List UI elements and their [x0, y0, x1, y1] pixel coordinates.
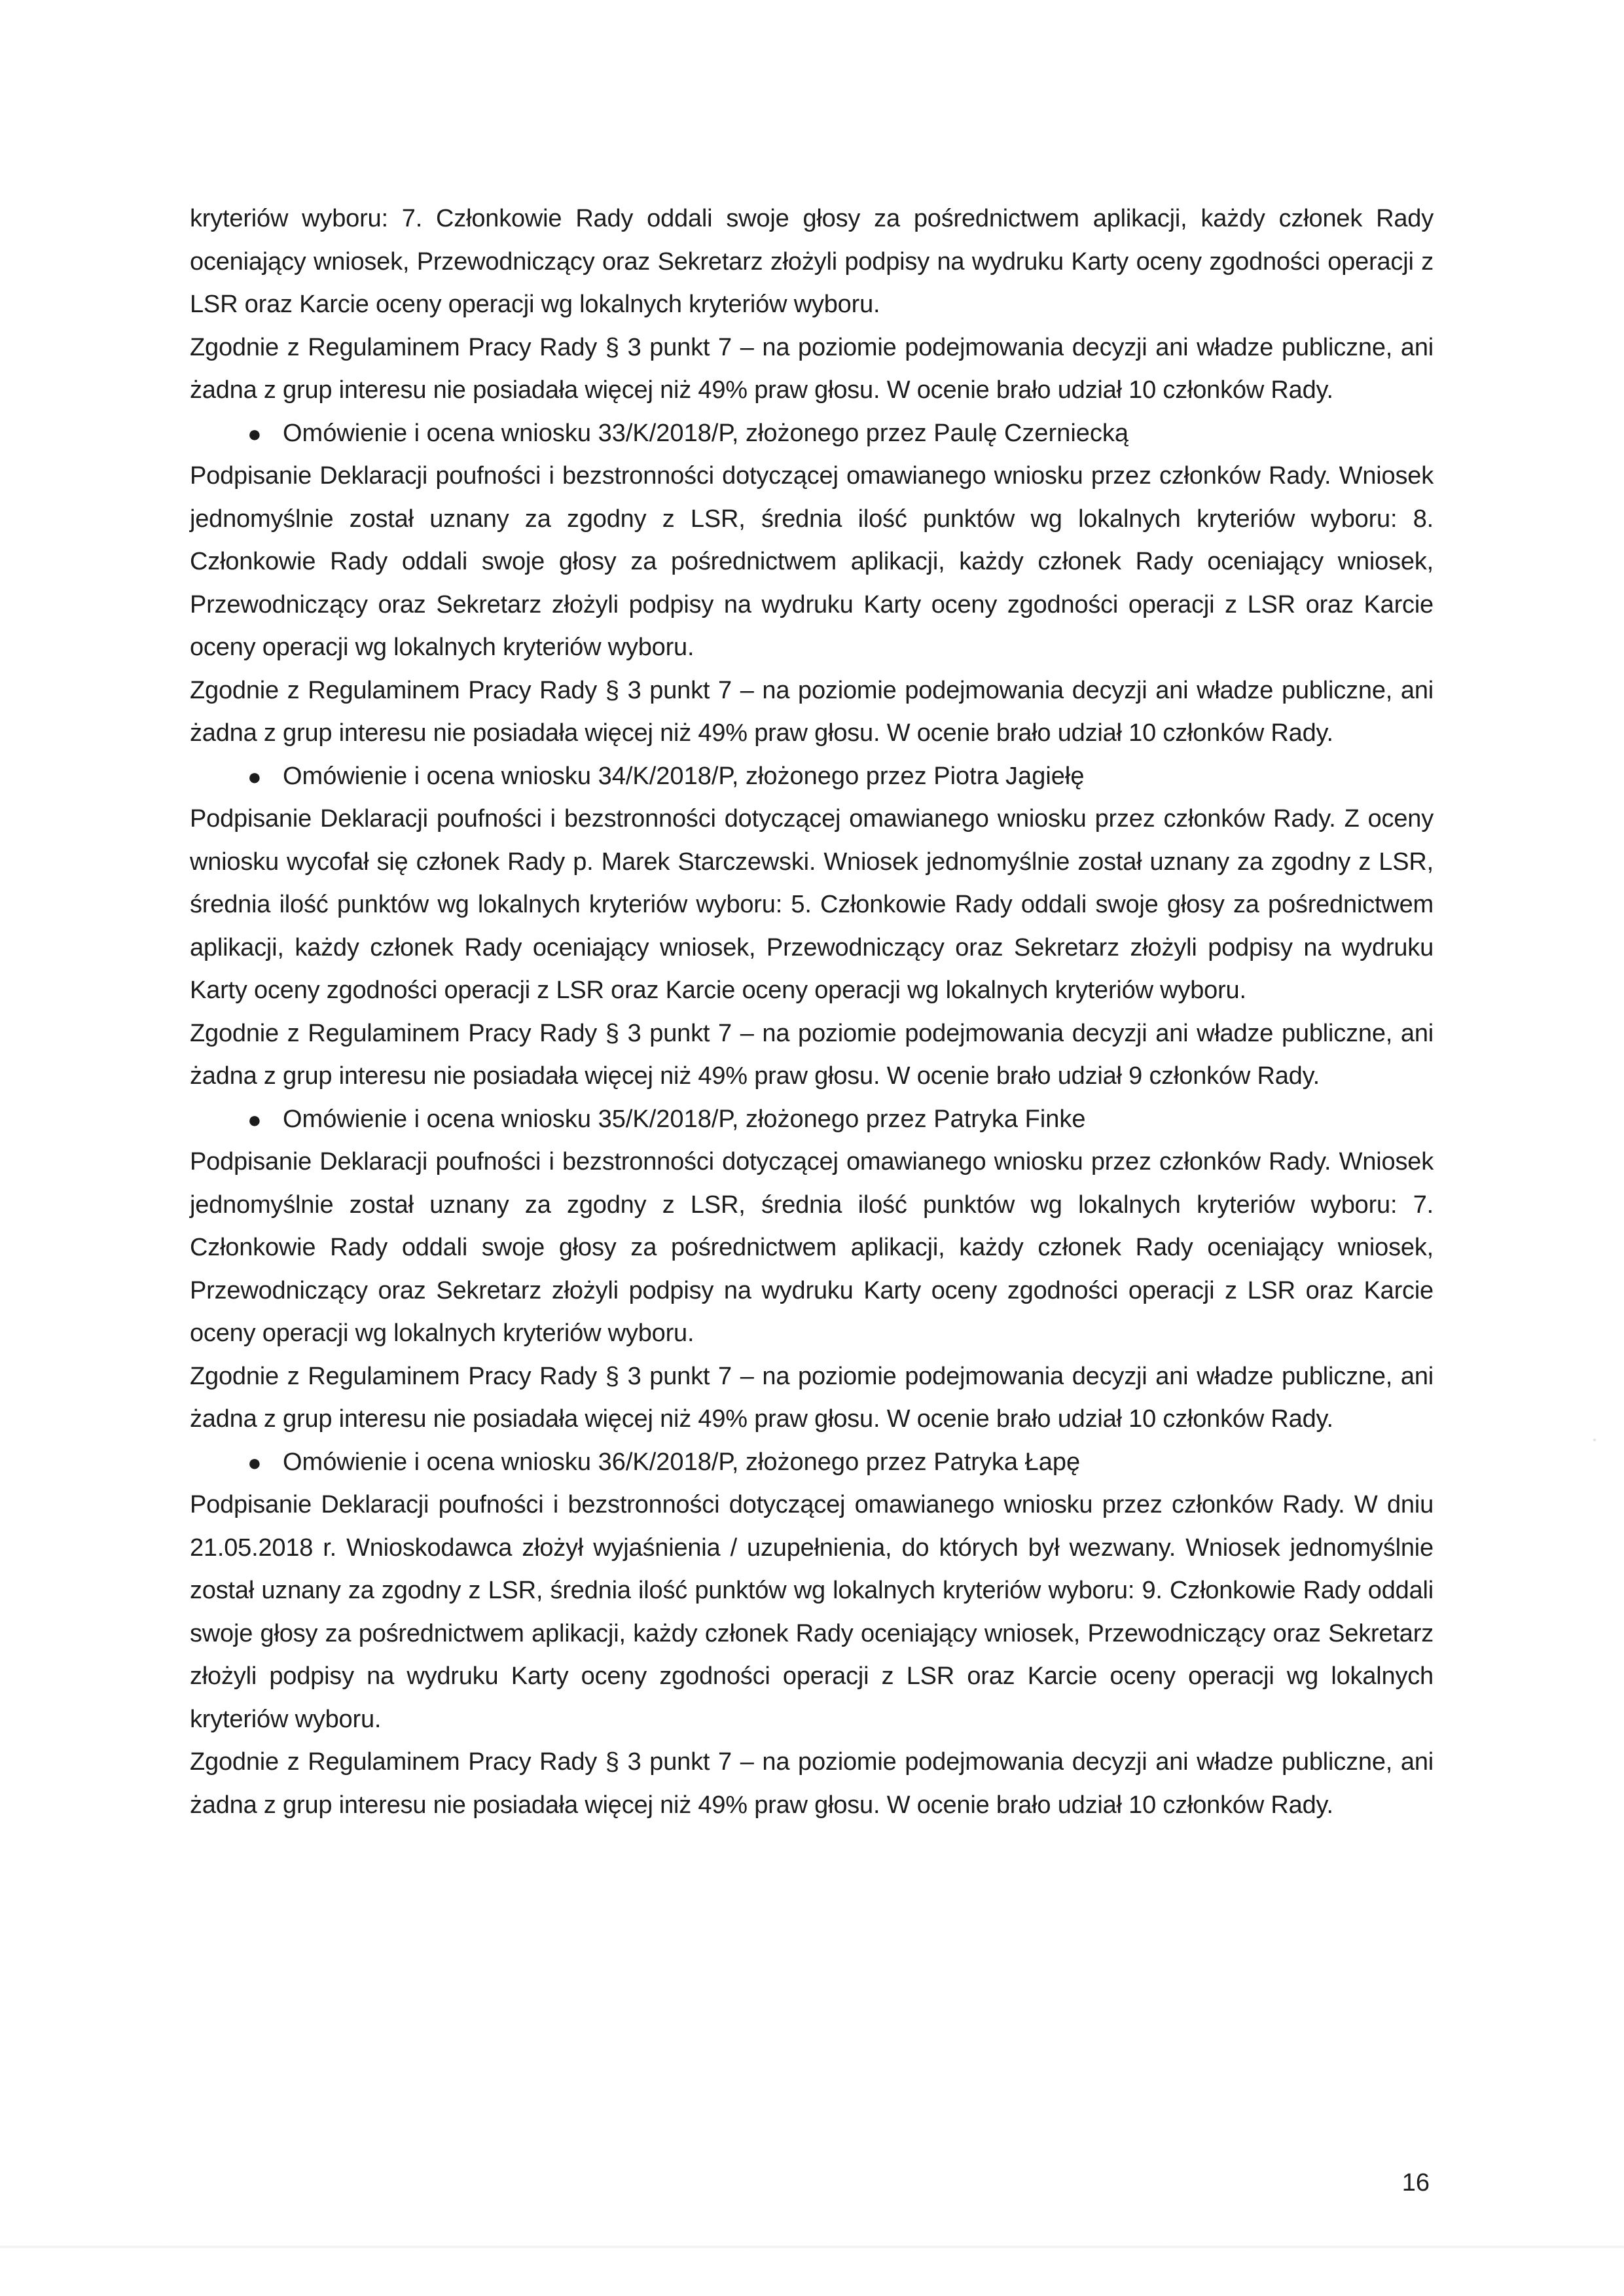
- paragraph-application-34-assessment: Podpisanie Deklaracji poufności i bezstronności dotyczącej omawianego wniosku przez członków Rady. Z oceny wniosku wycofał się członek Rady p. Marek Starczewski. Wniosek jednomyślnie został uznany za zgodny z LSR, średnia ilość punktów wg lokalnych kryteriów wyboru: 5. Członkowie Rady oddali swoje głosy za pośrednictwem aplikacji, każdy członek Rady oceniający wniosek, Przewodniczący oraz Sekretarz złożyli podpisy na wydruku Karty oceny zgodności operacji z LSR oraz Karcie oceny operacji wg lokalnych kryteriów wyboru.: [190, 805, 1434, 1004]
- paragraph-regulation-note: Zgodnie z Regulaminem Pracy Rady § 3 punkt 7 – na poziomie podejmowania decyzji ani władze publiczne, ani żadna z grup interesu nie posiadała więcej niż 49% praw głosu. W ocenie brało udział 10 członków Rady.: [190, 1362, 1434, 1433]
- bullet-item-label: Omówienie i ocena wniosku 35/K/2018/P, złożonego przez Patryka Finke: [283, 1105, 1086, 1133]
- bullet-item-application-36: [190, 1441, 1434, 1484]
- bullet-item-label: Omówienie i ocena wniosku 36/K/2018/P, złożonego przez Patryka Łapę: [283, 1448, 1081, 1476]
- bullet-item-label: Omówienie i ocena wniosku 34/K/2018/P, złożonego przez Piotra Jagiełę: [283, 762, 1085, 790]
- bullet-icon: ●: [247, 762, 262, 790]
- paragraph-regulation-note: Zgodnie z Regulaminem Pracy Rady § 3 punkt 7 – na poziomie podejmowania decyzji ani władze publiczne, ani żadna z grup interesu nie posiadała więcej niż 49% praw głosu. W ocenie brało udział 10 członków Rady.: [190, 676, 1434, 747]
- bullet-item-application-34: [190, 755, 1434, 798]
- paragraph-application-35-assessment: Podpisanie Deklaracji poufności i bezstronności dotyczącej omawianego wniosku przez członków Rady. Wniosek jednomyślnie został uznany za zgodny z LSR, średnia ilość punktów wg lokalnych kryteriów wyboru: 7. Członkowie Rady oddali swoje głosy za pośrednictwem aplikacji, każdy członek Rady oceniający wniosek, Przewodniczący oraz Sekretarz złożyli podpisy na wydruku Karty oceny zgodności operacji z LSR oraz Karcie oceny operacji wg lokalnych kryteriów wyboru.: [190, 1148, 1434, 1347]
- paragraph-application-33-assessment: Podpisanie Deklaracji poufności i bezstronności dotyczącej omawianego wniosku przez członków Rady. Wniosek jednomyślnie został uznany za zgodny z LSR, średnia ilość punktów wg lokalnych kryteriów wyboru: 8. Członkowie Rady oddali swoje głosy za pośrednictwem aplikacji, każdy członek Rady oceniający wniosek, Przewodniczący oraz Sekretarz złożyli podpisy na wydruku Karty oceny zgodności operacji z LSR oraz Karcie oceny operacji wg lokalnych kryteriów wyboru.: [190, 462, 1434, 661]
- bullet-item-application-33: [190, 412, 1434, 456]
- scan-speck: [1593, 1439, 1596, 1441]
- document-body: [190, 198, 1434, 1827]
- paragraph-application-36-assessment: Podpisanie Deklaracji poufności i bezstronności dotyczącej omawianego wniosku przez członków Rady. W dniu 21.05.2018 r. Wnioskodawca złożył wyjaśnienia / uzupełnienia, do których był wezwany. Wniosek jednomyślnie został uznany za zgodny z LSR, średnia ilość punktów wg lokalnych kryteriów wyboru: 9. Członkowie Rady oddali swoje głosy za pośrednictwem aplikacji, każdy członek Rady oceniający wniosek, Przewodniczący oraz Sekretarz złożyli podpisy na wydruku Karty oceny zgodności operacji z LSR oraz Karcie oceny operacji wg lokalnych kryteriów wyboru.: [190, 1491, 1434, 1733]
- bullet-icon: ●: [247, 420, 262, 447]
- page-number: 16: [1401, 2169, 1430, 2197]
- paragraph-regulation-note: Zgodnie z Regulaminem Pracy Rady § 3 punkt 7 – na poziomie podejmowania decyzji ani władze publiczne, ani żadna z grup interesu nie posiadała więcej niż 49% praw głosu. W ocenie brało udział 10 członków Rady.: [190, 1748, 1434, 1819]
- bullet-icon: ●: [247, 1105, 262, 1133]
- paragraph-regulation-note: Zgodnie z Regulaminem Pracy Rady § 3 punkt 7 – na poziomie podejmowania decyzji ani władze publiczne, ani żadna z grup interesu nie posiadała więcej niż 49% praw głosu. W ocenie brało udział 9 członków Rady.: [190, 1019, 1434, 1090]
- paragraph-regulation-note: Zgodnie z Regulaminem Pracy Rady § 3 punkt 7 – na poziomie podejmowania decyzji ani władze publiczne, ani żadna z grup interesu nie posiadała więcej niż 49% praw głosu. W ocenie brało udział 10 członków Rady.: [190, 333, 1434, 404]
- paragraph-voting-summary: kryteriów wyboru: 7. Członkowie Rady oddali swoje głosy za pośrednictwem aplikacji, każdy członek Rady oceniający wniosek, Przewodniczący oraz Sekretarz złożyli podpisy na wydruku Karty oceny zgodności operacji z LSR oraz Karcie oceny operacji wg lokalnych kryteriów wyboru.: [190, 205, 1434, 318]
- bullet-item-label: Omówienie i ocena wniosku 33/K/2018/P, złożonego przez Paulę Czerniecką: [283, 419, 1129, 447]
- scan-edge-line: [0, 2245, 1624, 2249]
- bullet-icon: ●: [247, 1448, 262, 1476]
- bullet-item-application-35: [190, 1098, 1434, 1141]
